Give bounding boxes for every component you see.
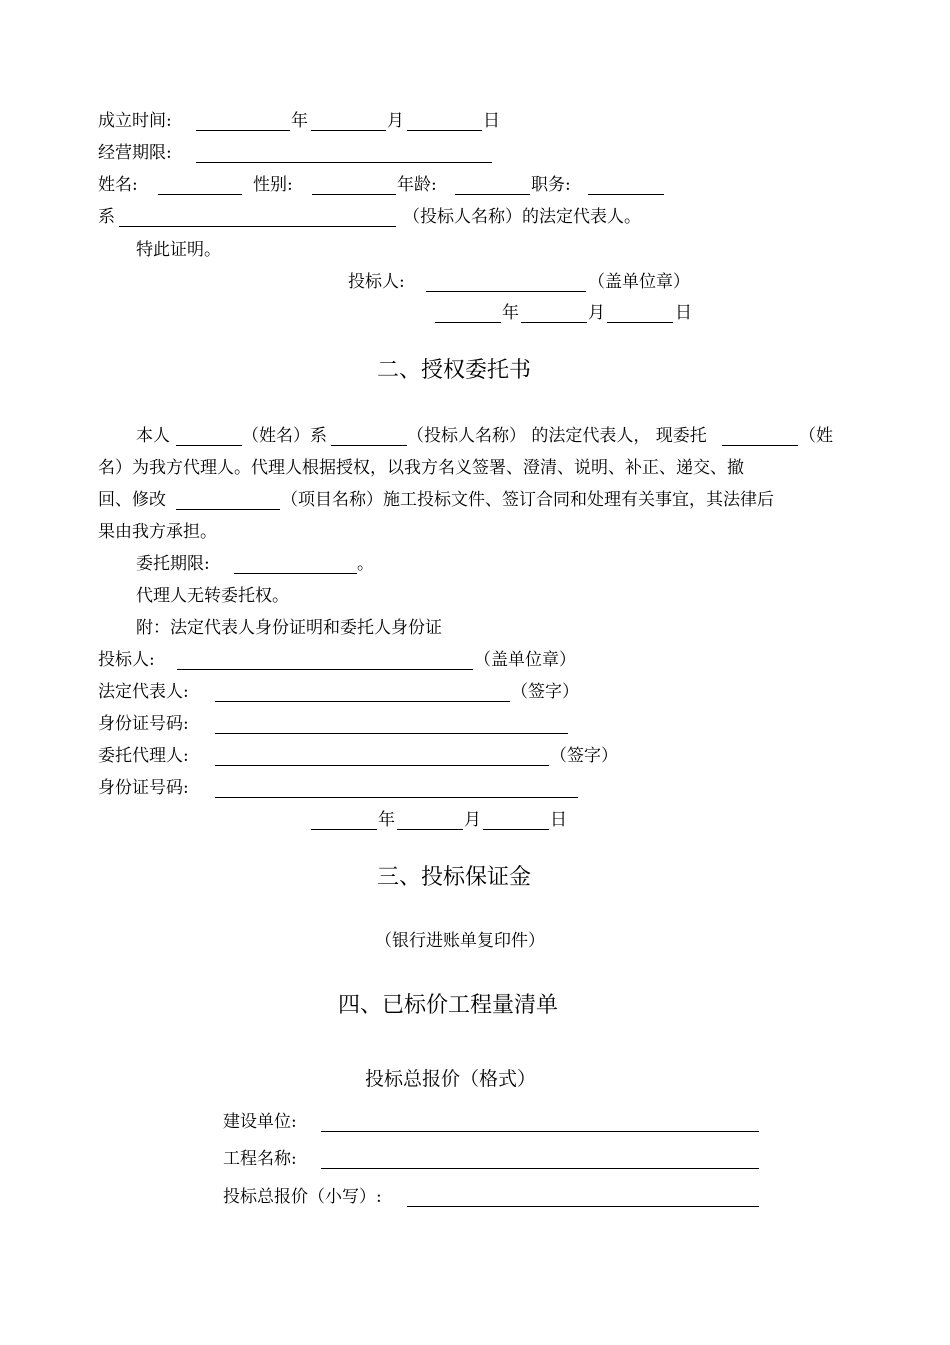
poa-p1-d: （姓 bbox=[799, 426, 833, 446]
poa-p4: 果由我方承担。 bbox=[98, 522, 217, 542]
cert-bidder-label: 投标人: bbox=[348, 272, 405, 292]
poa-project-name-blank[interactable] bbox=[176, 509, 280, 510]
established-month-blank[interactable] bbox=[311, 130, 386, 131]
owner-blank[interactable] bbox=[321, 1131, 759, 1132]
cert-month-label: 月 bbox=[588, 303, 605, 323]
position-blank[interactable] bbox=[588, 194, 664, 195]
poa-legal-rep-blank[interactable] bbox=[215, 701, 510, 702]
poa-month-label: 月 bbox=[464, 810, 481, 830]
rep-suffix: （投标人名称）的法定代表人。 bbox=[403, 207, 641, 227]
poa-year-label: 年 bbox=[378, 810, 395, 830]
cert-day-label: 日 bbox=[675, 303, 692, 323]
bidder-name-blank[interactable] bbox=[119, 226, 396, 227]
age-label: 年龄: bbox=[397, 175, 437, 195]
poa-p1-b: （姓名）系 bbox=[242, 426, 327, 446]
poa-p3-b: （项目名称）施工投标文件、签订合同和处理有关事宜，其法律后 bbox=[281, 490, 774, 510]
name-label: 姓名: bbox=[98, 175, 138, 195]
poa-seal-note: （盖单位章） bbox=[474, 650, 576, 670]
total-price-label: 投标总报价（小写）: bbox=[223, 1187, 382, 1207]
poa-p2: 名）为我方代理人。代理人根据授权，以我方名义签署、澄清、说明、补正、递交、撤 bbox=[98, 458, 744, 478]
poa-rep-name-blank[interactable] bbox=[176, 445, 242, 446]
poa-id-label: 身份证号码: bbox=[98, 714, 189, 734]
poa-legal-rep-label: 法定代表人: bbox=[98, 682, 189, 702]
poa-date-day-blank[interactable] bbox=[483, 829, 549, 830]
poa-day-label: 日 bbox=[550, 810, 567, 830]
poa-id-blank[interactable] bbox=[215, 733, 568, 734]
cert-bidder-blank[interactable] bbox=[426, 291, 586, 292]
term-label: 经营期限: bbox=[98, 143, 172, 163]
poa-p3-a: 回、修改 bbox=[98, 490, 166, 510]
poa-id-label-2: 身份证号码: bbox=[98, 778, 189, 798]
gender-blank[interactable] bbox=[312, 194, 396, 195]
position-label: 职务: bbox=[531, 175, 571, 195]
poa-p1-a: 本人 bbox=[136, 426, 170, 446]
section2-heading: 二、授权委托书 bbox=[377, 358, 532, 383]
established-day-blank[interactable] bbox=[407, 130, 482, 131]
poa-id-blank-2[interactable] bbox=[215, 797, 578, 798]
poa-date-month-blank[interactable] bbox=[397, 829, 463, 830]
cert-date-month-blank[interactable] bbox=[521, 322, 587, 323]
cert-year-label: 年 bbox=[502, 303, 519, 323]
poa-sign-note: （签字） bbox=[511, 682, 579, 702]
poa-agent-blank[interactable] bbox=[215, 765, 549, 766]
term-blank[interactable] bbox=[196, 162, 492, 163]
section4-heading: 四、已标价工程量清单 bbox=[338, 993, 559, 1018]
year-label: 年 bbox=[291, 111, 308, 131]
poa-agent-label: 委托代理人: bbox=[98, 746, 189, 766]
cert-date-year-blank[interactable] bbox=[435, 322, 501, 323]
total-price-blank[interactable] bbox=[407, 1206, 759, 1207]
bid-bond-note: （银行进账单复印件） bbox=[375, 931, 545, 951]
established-label: 成立时间: bbox=[98, 111, 172, 131]
poa-term-blank[interactable] bbox=[234, 573, 357, 574]
cert-seal-note: （盖单位章） bbox=[588, 272, 690, 292]
poa-agent-name-blank[interactable] bbox=[722, 445, 798, 446]
poa-p1-c: （投标人名称） 的法定代表人， 现委托 bbox=[407, 426, 707, 446]
poa-bidder-name-blank[interactable] bbox=[331, 445, 407, 446]
poa-sign-note-2: （签字） bbox=[550, 746, 618, 766]
poa-date-year-blank[interactable] bbox=[311, 829, 377, 830]
hereby-text: 特此证明。 bbox=[136, 240, 221, 260]
established-year-blank[interactable] bbox=[196, 130, 290, 131]
owner-label: 建设单位: bbox=[223, 1112, 297, 1132]
poa-no-sub: 代理人无转委托权。 bbox=[136, 586, 289, 606]
poa-bidder-label: 投标人: bbox=[98, 650, 155, 670]
poa-term-label: 委托期限: bbox=[136, 554, 210, 574]
project-name-blank[interactable] bbox=[321, 1168, 759, 1169]
name-blank[interactable] bbox=[158, 194, 242, 195]
poa-term-end: 。 bbox=[357, 554, 374, 574]
section3-heading: 三、投标保证金 bbox=[377, 865, 532, 890]
cert-date-day-blank[interactable] bbox=[607, 322, 673, 323]
poa-bidder-blank[interactable] bbox=[177, 669, 473, 670]
month-label: 月 bbox=[387, 111, 404, 131]
of-label: 系 bbox=[98, 207, 115, 227]
age-blank[interactable] bbox=[455, 194, 530, 195]
poa-attach: 附：法定代表人身份证明和委托人身份证 bbox=[136, 618, 442, 638]
gender-label: 性别: bbox=[253, 175, 293, 195]
project-name-label: 工程名称: bbox=[223, 1149, 297, 1169]
day-label: 日 bbox=[483, 111, 500, 131]
total-price-subheading: 投标总报价（格式） bbox=[365, 1068, 537, 1090]
